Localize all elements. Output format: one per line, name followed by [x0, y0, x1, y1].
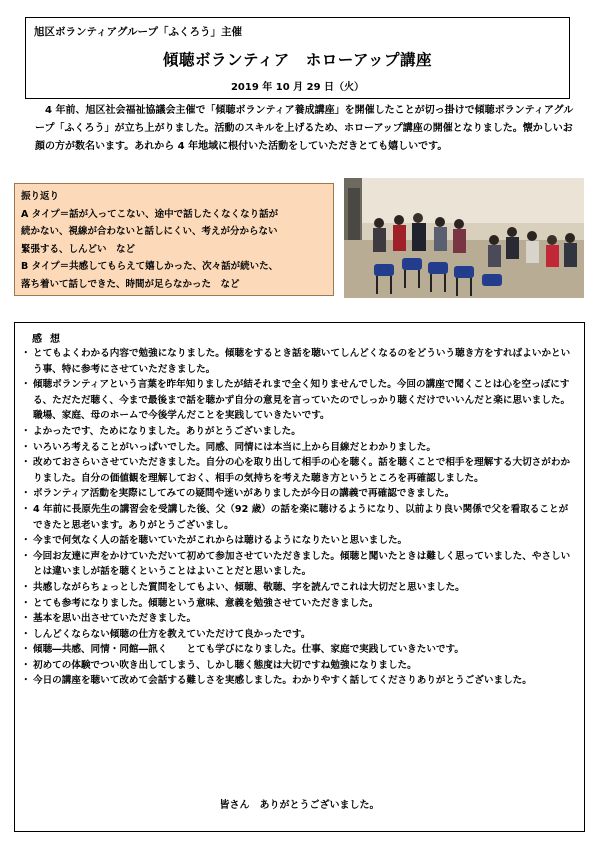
- review-box: [14, 183, 334, 296]
- comment-item: ・ しんどくならない傾聴の仕方を教えていただけて良かったです。: [21, 627, 576, 643]
- intro-text: 4 年前、旭区社会福祉協議会主催で「傾聴ボランティア養成講座」を開催したことが切っ掛けで傾聴ボランティアグループ「ふくろう」が立ち上がりました。活動のスキルを上げるため、ホローアップ講座の開催となりました。懐かしいお顔の方が数名います。あれから 4 年地域に根付いた活動をしていただきとても嬉しいです。: [35, 105, 574, 152]
- comment-item: ・ 共感しながらちょっとした質問をしてもよい、傾聴、敬聴、字を読んでこれは大切だと思いました。: [21, 580, 576, 596]
- review-heading: 振り返り: [21, 191, 60, 202]
- comment-item: ・ 改めておさらいさせていただきました。自分の心を取り出して相手の心を聴く。話を聴くことで相手を理解する大切さがわかりました。自分の価値観を理解しておく、相手の気持ちを考えた聴き方というところを再確認しました。: [21, 455, 576, 486]
- comment-item: ・ 傾聴ボランティアという言葉を昨年知りましたが結それまで全く知りませんでした。今回の講座で聞くことは心を空っぽにする、ただただ聴く、今まで最後まで話を聴かず自分の意見を言っていたのでしっかり聴くだけでいいんだと楽に思いました。職場、家庭、母のホームで今後学んだことを実践していきたいです。: [21, 377, 576, 424]
- comment-item: ・ とても参考になりました。傾聴という意味、意義を勉強させていただきました。: [21, 596, 576, 612]
- organizer-line: 旭区ボランティアグループ「ふくろう」主催: [34, 26, 243, 38]
- comment-item: ・ 傾聴―共感、同情・同館―訊く とても学びになりました。仕事、家庭で実践していきたいです。: [21, 642, 576, 658]
- review-line: B タイプ＝共感してもらえて嬉しかった、次々話が続いた、: [21, 261, 279, 272]
- event-date: 2019 年 10 月 29 日（火）: [230, 82, 365, 93]
- page-title: 傾聴ボランティア ホローアップ講座: [163, 51, 432, 69]
- comment-item: ・ 今まで何気なく人の話を聴いていたがこれからは聴けるようになりたいと思いました。: [21, 533, 576, 549]
- comments-list: [21, 346, 576, 689]
- workshop-photo: [344, 178, 584, 298]
- closing-line: 皆さん ありがとうございました。: [219, 800, 380, 811]
- comment-item: ・ 今回お友達に声をかけていただいて初めて参加させていただきました。傾聴と聞いたときは難しく思っていました、やさしいとは違いましが話を聴くということはよいことだと思いました。: [21, 549, 576, 580]
- workshop-photo-illustration: [344, 178, 584, 298]
- comment-item: ・ 4 年前に長原先生の講習会を受講した後、父（92 歳）の話を楽に聴けるようになり、以前より良い関係で父を看取ることができたと思老います。ありがとうございまし。: [21, 502, 576, 533]
- comment-item: ・ 基本を思い出させていただきました。: [21, 611, 576, 627]
- header-box: [25, 17, 570, 99]
- review-line: A タイプ＝話が入ってこない、途中で話したくなくなり話が: [21, 208, 279, 220]
- comment-item: ・ とてもよくわかる内容で勉強になりました。傾聴をするとき話を聴いてしんどくなるのをどういう聴き方をすればよいかという事、特に参考にさせていただきました。: [21, 346, 576, 377]
- review-line: 緊張する、しんどい など: [21, 243, 136, 255]
- comment-item: ・ いろいろ考えることがいっぱいでした。同感、同情には本当に上から目線だとわかりました。: [21, 440, 576, 456]
- comment-item: ・ 初めての体験でつい吹き出してしまう、しかし聴く態度は大切ですね勉強になりました。: [21, 658, 576, 674]
- intro-paragraph: [35, 102, 575, 156]
- comments-box: [14, 322, 585, 832]
- review-line: 続かない、視線が合わないと話しにくい、考えが分からない: [21, 226, 278, 237]
- comment-item: ・ よかったです、ためになりました。ありがとうございました。: [21, 424, 576, 440]
- review-line: 落ち着いて話しできた、時間が足らなかった など: [21, 278, 240, 290]
- comments-heading: 感想: [32, 334, 68, 345]
- comment-item: ・ 今日の講座を聴いて改めて会話する難しさを実感しました。わかりやすく話してくださりありがとうございました。: [21, 673, 576, 689]
- comment-item: ・ ボランティア活動を実際にしてみての疑問や迷いがありましたが今日の講義で再確認できました。: [21, 486, 576, 502]
